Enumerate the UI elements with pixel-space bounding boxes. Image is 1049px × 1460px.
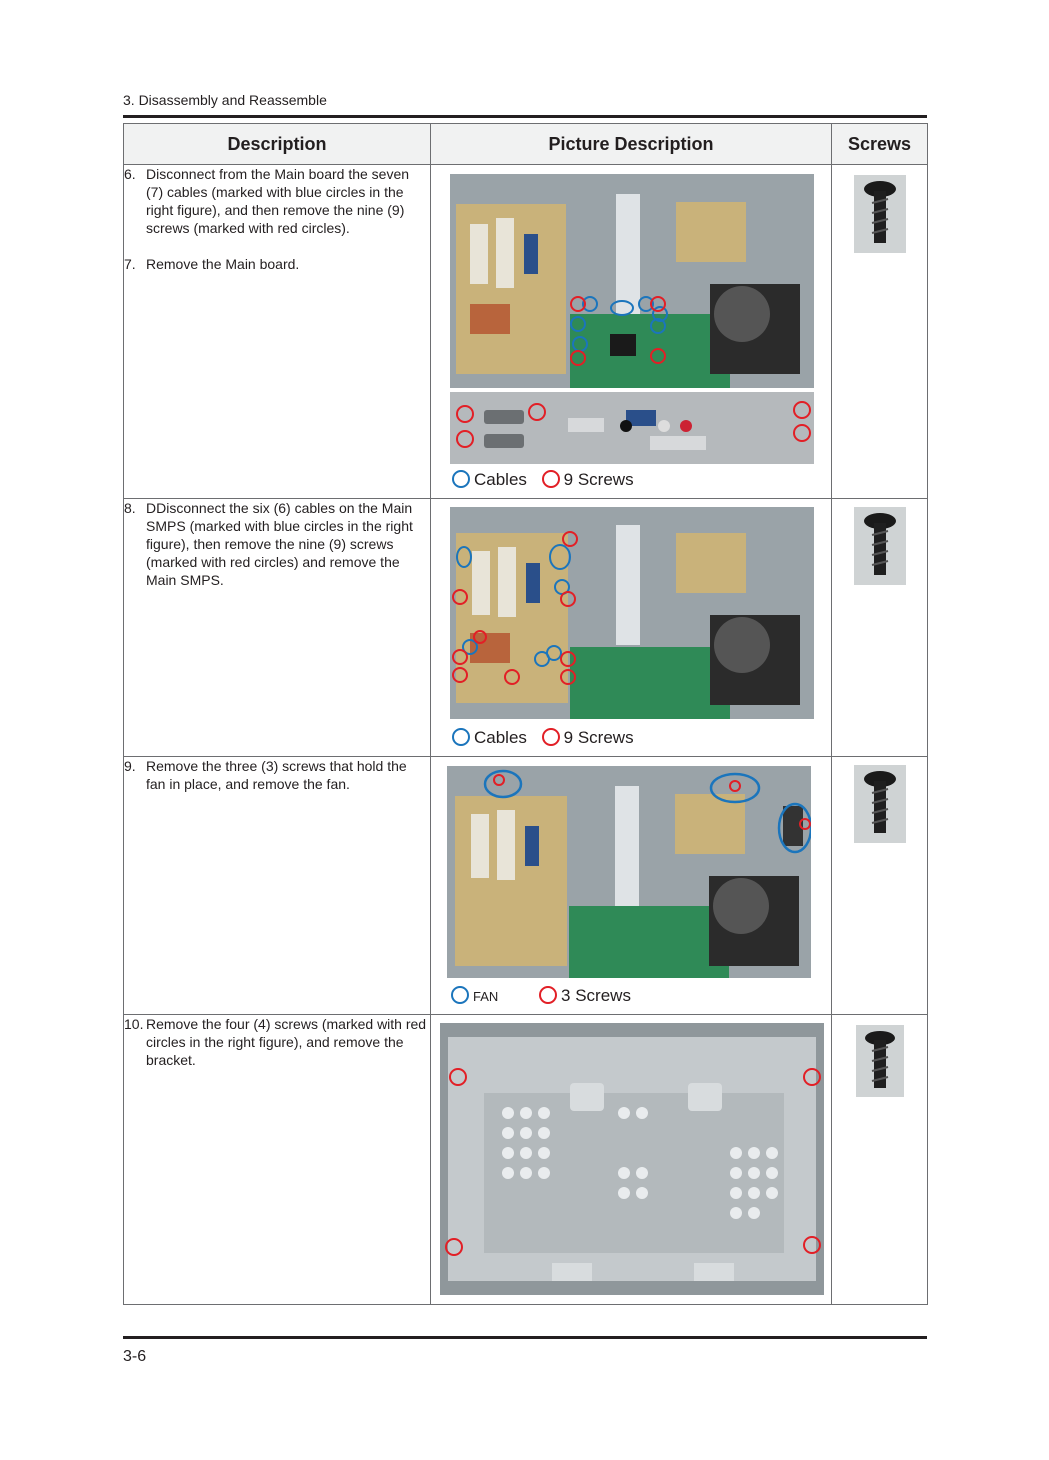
picture-cell xyxy=(431,499,832,757)
legend-blue-label: Cables xyxy=(474,470,527,489)
blue-circle-icon xyxy=(451,986,469,1004)
picture-cell xyxy=(431,1015,832,1305)
red-circle-icon xyxy=(542,470,560,488)
table-row xyxy=(124,499,928,757)
step-6 xyxy=(124,165,430,237)
bracket-photo xyxy=(440,1023,824,1295)
legend-red-label: 9 Screws xyxy=(563,728,634,747)
disassembly-table xyxy=(123,123,928,1305)
footer-rule xyxy=(123,1336,927,1339)
red-circle-icon xyxy=(539,986,557,1004)
legend-red-label: 9 Screws xyxy=(563,470,634,489)
legend-blue-label: Cables xyxy=(474,728,527,747)
picture-legend xyxy=(451,986,631,1006)
table-header-row xyxy=(124,124,928,165)
description-cell xyxy=(124,165,431,499)
screw-image xyxy=(854,765,906,843)
step-number: 8. xyxy=(124,500,136,516)
step-10 xyxy=(124,1015,430,1069)
description-cell xyxy=(124,499,431,757)
blue-circle-icon xyxy=(452,470,470,488)
blue-circle-icon xyxy=(452,728,470,746)
screw-cell xyxy=(832,757,928,1015)
step-text: DDisconnect the six (6) cables on the Main SMPS (marked with blue circles in the right figure), then remove the nine (9) screws (marked with red circles) and remove the Main SMPS. xyxy=(146,500,413,588)
main-smps-photo xyxy=(450,507,814,719)
fan-photo xyxy=(447,766,811,978)
step-number: 6. xyxy=(124,166,136,182)
description-cell xyxy=(124,757,431,1015)
step-text: Remove the Main board. xyxy=(146,256,300,272)
screw-cell xyxy=(832,165,928,499)
step-number: 9. xyxy=(124,758,136,774)
screw-cell xyxy=(832,1015,928,1305)
page-number: 3-6 xyxy=(123,1348,147,1365)
picture-cell xyxy=(431,165,832,499)
picture-legend xyxy=(452,470,634,490)
step-7 xyxy=(124,255,430,273)
table-row xyxy=(124,1015,928,1305)
description-cell xyxy=(124,1015,431,1305)
column-header-screws: Screws xyxy=(832,124,928,165)
step-text: Remove the three (3) screws that hold the fan in place, and remove the fan. xyxy=(146,758,407,792)
picture-legend xyxy=(452,728,634,748)
table-row xyxy=(124,165,928,499)
table-row xyxy=(124,757,928,1015)
step-number: 10. xyxy=(124,1016,144,1032)
step-9 xyxy=(124,757,430,793)
column-header-description: Description xyxy=(124,124,431,165)
main-board-photo xyxy=(450,174,814,464)
step-number: 7. xyxy=(124,256,136,272)
red-circle-icon xyxy=(542,728,560,746)
legend-blue-label: FAN xyxy=(473,989,499,1004)
screw-image xyxy=(854,175,906,253)
column-header-picture: Picture Description xyxy=(431,124,832,165)
step-text: Disconnect from the Main board the seven (7) cables (marked with blue circles in the right figure), and then remove the nine (9) screws (marked with red circles). xyxy=(146,166,410,236)
screw-cell xyxy=(832,499,928,757)
legend-red-label: 3 Screws xyxy=(561,986,631,1005)
picture-cell xyxy=(431,757,832,1015)
screw-image xyxy=(854,507,906,585)
section-title: 3. Disassembly and Reassemble xyxy=(123,92,327,108)
step-text: Remove the four (4) screws (marked with red circles in the right figure), and remove the bracket. xyxy=(146,1016,427,1068)
screw-image xyxy=(856,1025,904,1097)
header-rule xyxy=(123,115,927,118)
step-8 xyxy=(124,499,430,589)
